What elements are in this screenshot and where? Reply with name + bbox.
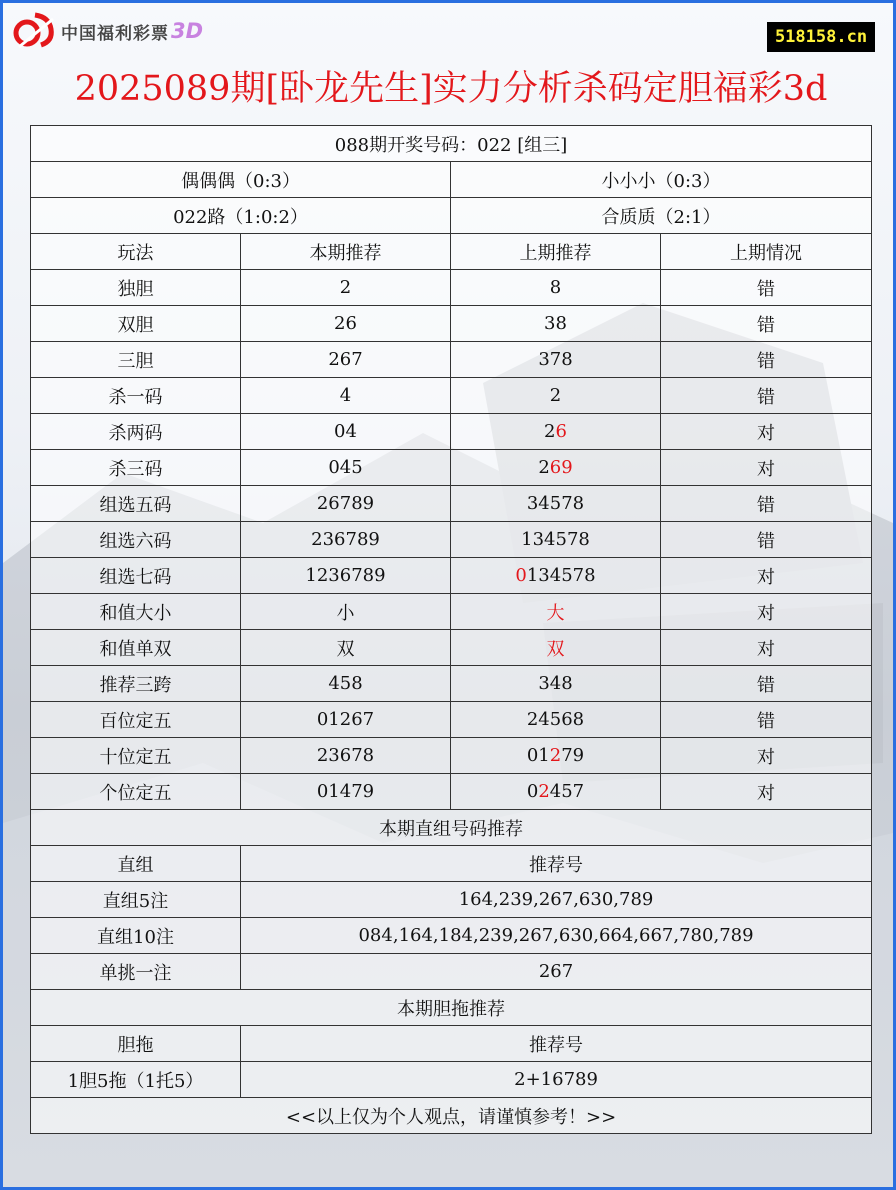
play-cell: 个位定五: [31, 774, 241, 810]
table-row: [31, 450, 872, 486]
route-cell: 022路（1:0:2）: [31, 198, 451, 234]
play-cell: 独胆: [31, 270, 241, 306]
header-current: 本期推荐: [241, 234, 451, 270]
current-pick-cell: 045: [241, 450, 451, 486]
table-row: [31, 414, 872, 450]
current-pick-cell: 04: [241, 414, 451, 450]
result-cell: 对: [661, 774, 872, 810]
play-cell: 杀一码: [31, 378, 241, 414]
previous-pick-segment: 457: [549, 781, 585, 802]
table-row: [31, 630, 872, 666]
last-draw-row: [31, 126, 872, 162]
drag-header-label: 胆拖: [31, 1026, 241, 1062]
table-row: [31, 486, 872, 522]
play-cell: 十位定五: [31, 738, 241, 774]
previous-pick-segment: 79: [561, 745, 585, 766]
table-row: [31, 882, 872, 918]
previous-pick-cell: [451, 702, 661, 738]
result-cell: 错: [661, 486, 872, 522]
logo-text: 中国福利彩票: [61, 23, 169, 44]
welfare-lottery-icon: [13, 11, 57, 51]
result-cell: 错: [661, 522, 872, 558]
previous-pick-segment: 2: [544, 421, 556, 442]
play-cell: 推荐三跨: [31, 666, 241, 702]
current-pick-cell: 26789: [241, 486, 451, 522]
table-row: [31, 306, 872, 342]
table-row: [31, 738, 872, 774]
header-play: 玩法: [31, 234, 241, 270]
play-cell: 杀两码: [31, 414, 241, 450]
table-row: [31, 378, 872, 414]
current-pick-cell: 双: [241, 630, 451, 666]
previous-pick-segment: 38: [544, 313, 567, 334]
previous-pick-cell: [451, 486, 661, 522]
table-row: [31, 270, 872, 306]
previous-pick-segment: 6: [555, 421, 567, 442]
result-cell: 错: [661, 270, 872, 306]
direct-value-cell: 164,239,267,630,789: [241, 882, 872, 918]
lottery-logo: [13, 11, 203, 51]
direct-value-cell: 267: [241, 954, 872, 990]
result-cell: 错: [661, 378, 872, 414]
direct-header-value: 推荐号: [241, 846, 872, 882]
direct-header-row: [31, 846, 872, 882]
current-pick-cell: 01267: [241, 702, 451, 738]
drag-title-row: [31, 990, 872, 1026]
previous-pick-segment: 134578: [526, 565, 596, 586]
table-row: [31, 342, 872, 378]
direct-title: 本期直组号码推荐: [31, 810, 872, 846]
table-row: [31, 954, 872, 990]
summary-row-2: [31, 198, 872, 234]
play-cell: 组选五码: [31, 486, 241, 522]
previous-pick-segment: 2: [538, 457, 550, 478]
drag-label-cell: 1胆5拖（1托5）: [31, 1062, 241, 1098]
drag-title: 本期胆拖推荐: [31, 990, 872, 1026]
current-pick-cell: 458: [241, 666, 451, 702]
drag-value-cell: 2+16789: [241, 1062, 872, 1098]
play-cell: 和值单双: [31, 630, 241, 666]
direct-label-cell: 直组5注: [31, 882, 241, 918]
previous-pick-cell: [451, 522, 661, 558]
current-pick-cell: 236789: [241, 522, 451, 558]
previous-pick-segment: 69: [549, 457, 573, 478]
previous-pick-cell: [451, 450, 661, 486]
table-row: [31, 918, 872, 954]
result-cell: 对: [661, 414, 872, 450]
current-pick-cell: 4: [241, 378, 451, 414]
footer-row: [31, 1098, 872, 1134]
play-cell: 双胆: [31, 306, 241, 342]
previous-pick-segment: 2: [538, 781, 550, 802]
previous-pick-cell: [451, 558, 661, 594]
last-draw-cell: 088期开奖号码：022 [组三]: [31, 126, 872, 162]
table-row: [31, 702, 872, 738]
previous-pick-segment: 双: [546, 638, 565, 660]
result-cell: 对: [661, 630, 872, 666]
previous-pick-cell: [451, 270, 661, 306]
previous-pick-segment: 24568: [526, 709, 585, 730]
direct-header-label: 直组: [31, 846, 241, 882]
result-cell: 错: [661, 666, 872, 702]
drag-header-row: [31, 1026, 872, 1062]
result-cell: 错: [661, 306, 872, 342]
previous-pick-segment: 大: [546, 602, 565, 624]
current-pick-cell: 01479: [241, 774, 451, 810]
parity-cell: 偶偶偶（0:3）: [31, 162, 451, 198]
previous-pick-segment: 378: [538, 349, 573, 370]
previous-pick-segment: 8: [549, 277, 562, 298]
direct-label-cell: 单挑一注: [31, 954, 241, 990]
table-row: [31, 594, 872, 630]
table-row: [31, 774, 872, 810]
table-row: [31, 522, 872, 558]
play-cell: 组选六码: [31, 522, 241, 558]
analysis-table: [30, 125, 872, 1134]
previous-pick-cell: [451, 630, 661, 666]
previous-pick-segment: 348: [538, 673, 573, 694]
drag-header-value: 推荐号: [241, 1026, 872, 1062]
page-title: 2025089期[卧龙先生]实力分析杀码定胆福彩3d: [74, 69, 828, 109]
previous-pick-cell: [451, 594, 661, 630]
previous-pick-cell: [451, 774, 661, 810]
previous-pick-cell: [451, 414, 661, 450]
current-pick-cell: 267: [241, 342, 451, 378]
result-cell: 对: [661, 558, 872, 594]
play-cell: 组选七码: [31, 558, 241, 594]
previous-pick-cell: [451, 378, 661, 414]
direct-label-cell: 直组10注: [31, 918, 241, 954]
play-cell: 百位定五: [31, 702, 241, 738]
site-badge[interactable]: 518158.cn: [767, 22, 875, 52]
previous-pick-segment: 01: [526, 745, 550, 766]
result-cell: 对: [661, 738, 872, 774]
previous-pick-segment: 134578: [521, 529, 590, 550]
summary-row-1: [31, 162, 872, 198]
current-pick-cell: 1236789: [241, 558, 451, 594]
previous-pick-cell: [451, 306, 661, 342]
result-cell: 错: [661, 702, 872, 738]
previous-pick-segment: 2: [549, 385, 562, 406]
logo-3d-text: 3D: [171, 19, 204, 43]
result-cell: 错: [661, 342, 872, 378]
current-pick-cell: 小: [241, 594, 451, 630]
previous-pick-cell: [451, 342, 661, 378]
table-row: [31, 1062, 872, 1098]
header-previous: 上期推荐: [451, 234, 661, 270]
previous-pick-segment: 34578: [526, 493, 585, 514]
footer-note: <<以上仅为个人观点，请谨慎参考！>>: [31, 1098, 872, 1134]
table-header-row: [31, 234, 872, 270]
prime-cell: 合质质（2:1）: [451, 198, 872, 234]
result-cell: 对: [661, 450, 872, 486]
previous-pick-segment: 2: [549, 745, 562, 766]
size-cell: 小小小（0:3）: [451, 162, 872, 198]
previous-pick-cell: [451, 666, 661, 702]
table-row: [31, 666, 872, 702]
current-pick-cell: 2: [241, 270, 451, 306]
table-row: [31, 558, 872, 594]
play-cell: 和值大小: [31, 594, 241, 630]
previous-pick-cell: [451, 738, 661, 774]
header-result: 上期情况: [661, 234, 872, 270]
direct-value-cell: 084,164,184,239,267,630,664,667,780,789: [241, 918, 872, 954]
direct-title-row: [31, 810, 872, 846]
current-pick-cell: 26: [241, 306, 451, 342]
previous-pick-segment: 0: [515, 565, 527, 586]
current-pick-cell: 23678: [241, 738, 451, 774]
previous-pick-segment: 0: [526, 781, 539, 802]
play-cell: 杀三码: [31, 450, 241, 486]
play-cell: 三胆: [31, 342, 241, 378]
result-cell: 对: [661, 594, 872, 630]
